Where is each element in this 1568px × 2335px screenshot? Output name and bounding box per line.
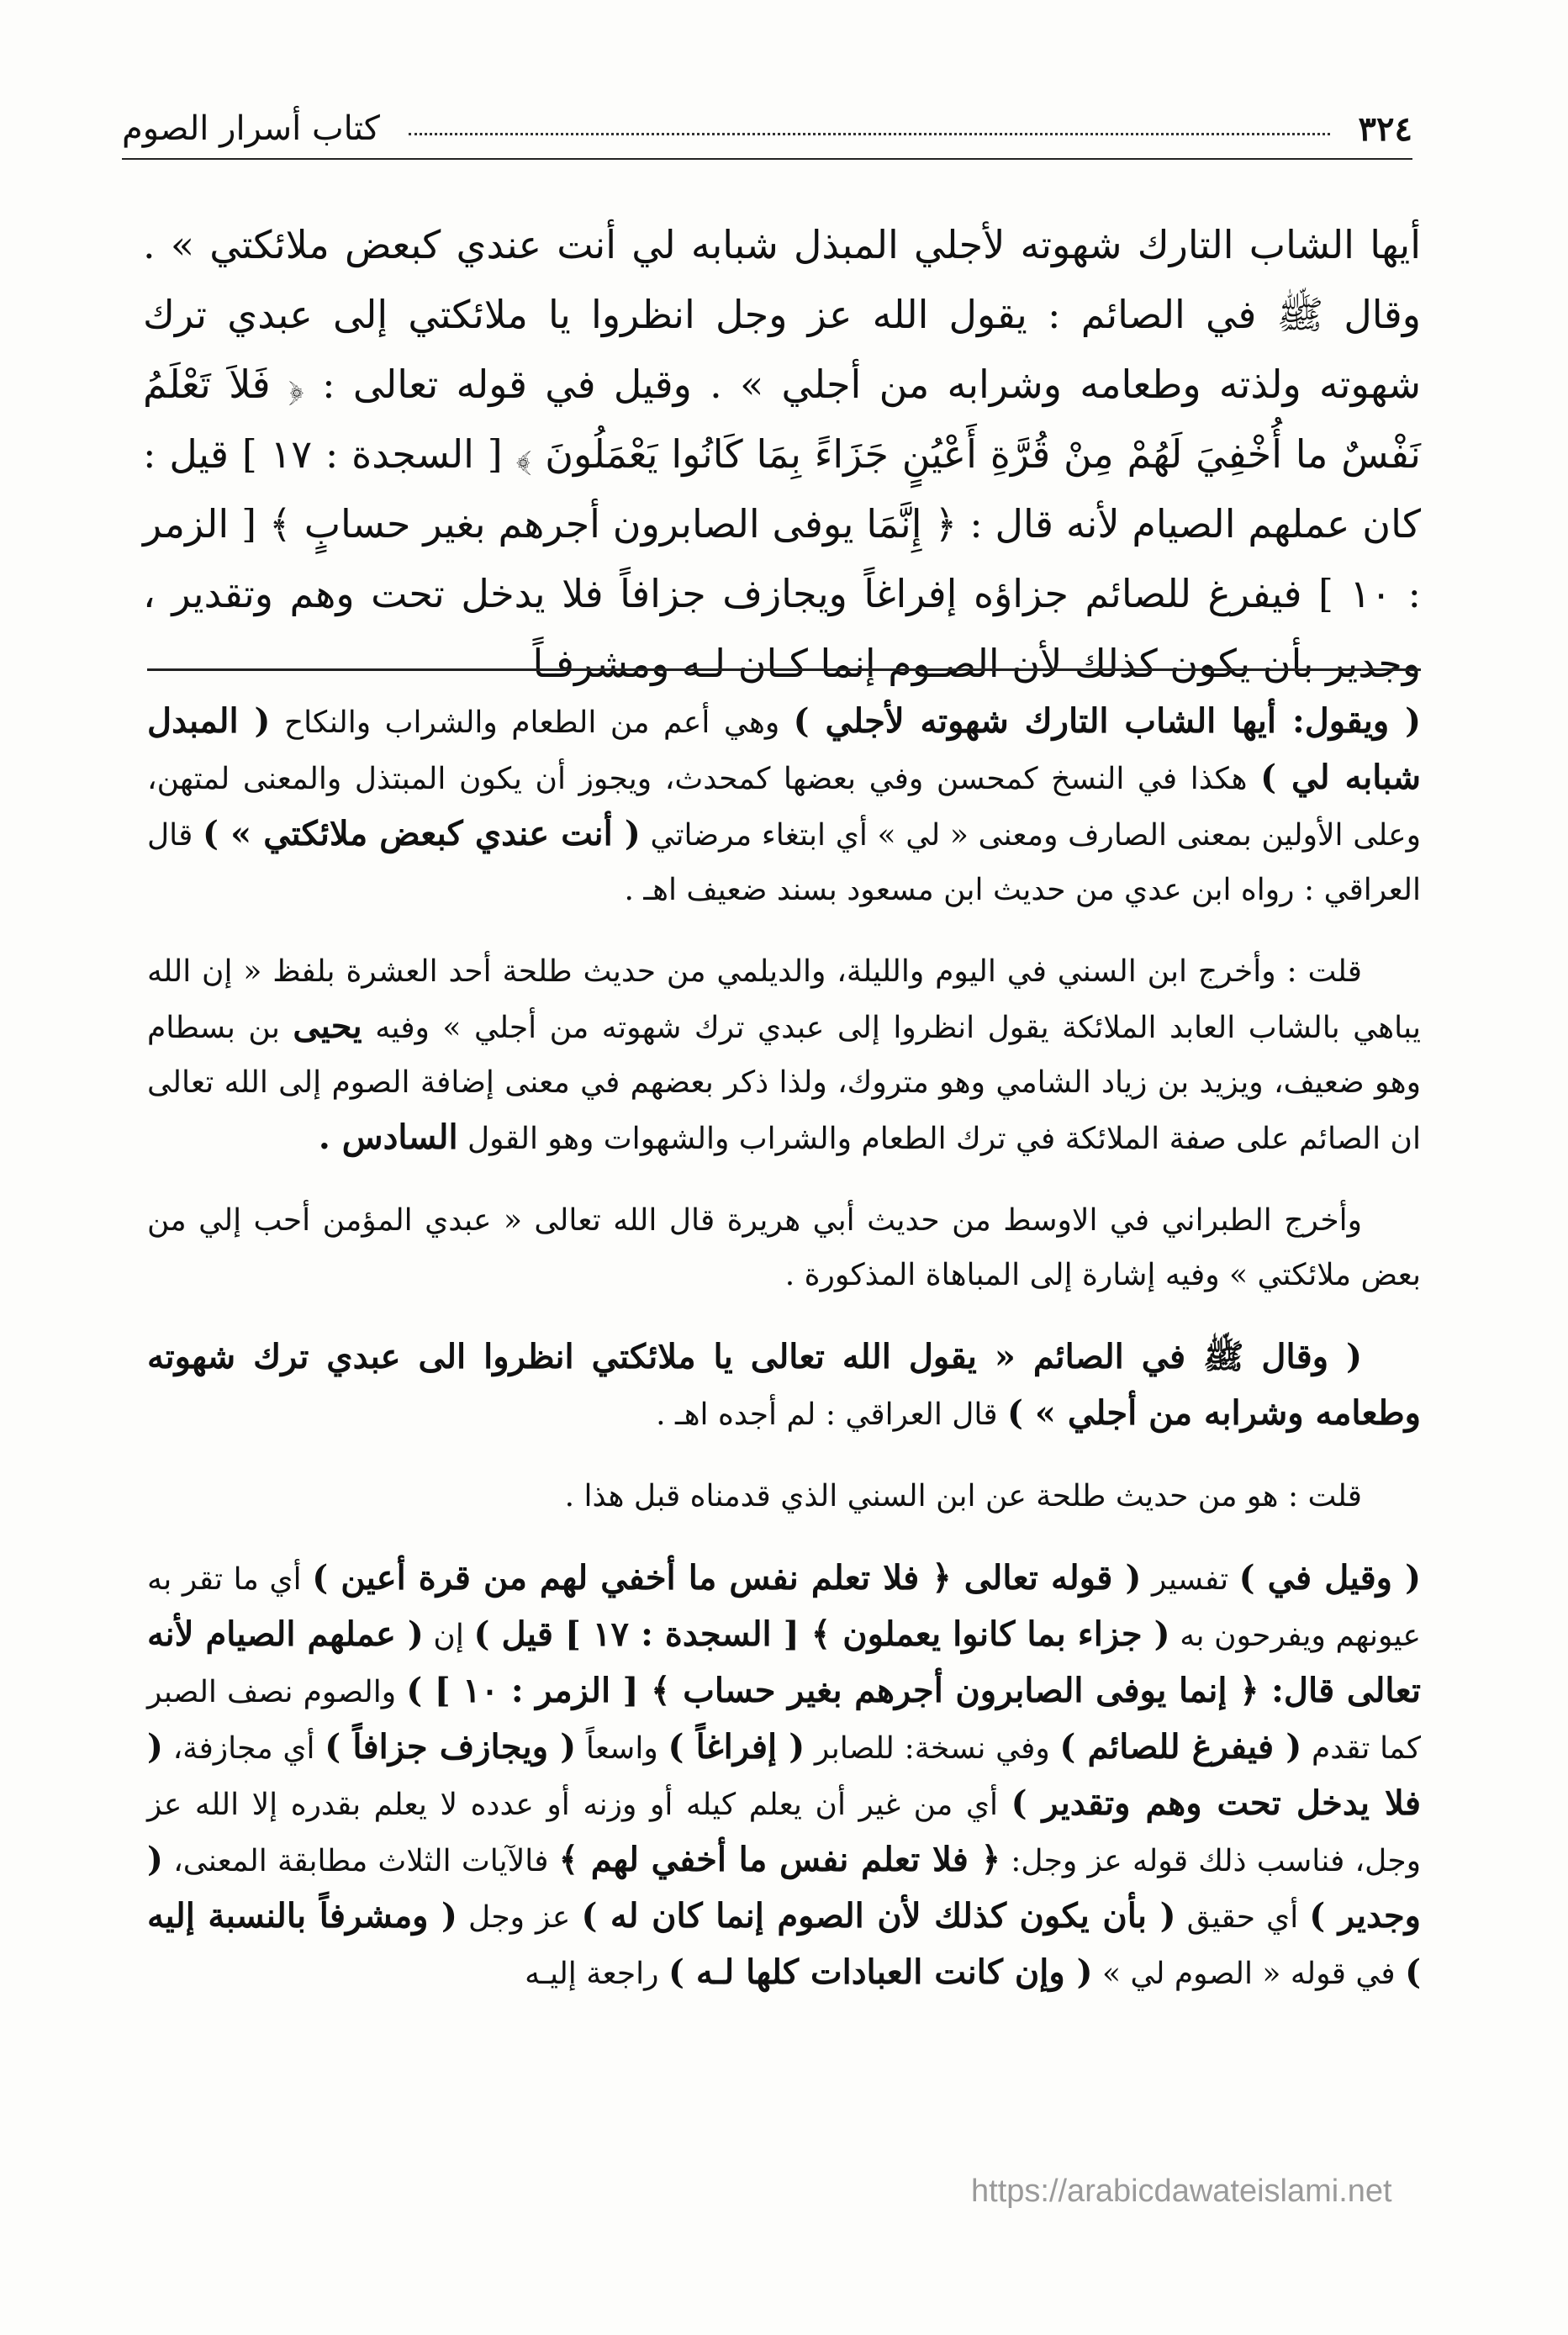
commentary-quoted-text: ﴿ فلا تعلم نفس ما أخفي لهم ﴾: [558, 1840, 1001, 1879]
running-header: [122, 99, 1412, 160]
commentary-text: فالآيات الثلاث مطابقة المعنى،: [162, 1844, 559, 1878]
commentary-text: وهي أعم من الطعام والشراب والنكاح: [270, 705, 794, 740]
commentary-quoted-text: ( وإن كانت العبادات كلها لـه ): [668, 1952, 1093, 1992]
commentary-text: وفي نسخة: للصابر: [805, 1731, 1060, 1766]
commentary-quoted-text: ( ومشرفاً بالنسبة إليه ): [147, 1896, 1421, 1992]
commentary-text: أي حقيق: [1175, 1900, 1310, 1935]
text-commentary-divider: [147, 668, 1421, 671]
commentary-paragraph: [147, 1193, 1421, 1302]
commentary-quoted-text: ( وجدير ): [147, 1840, 1421, 1936]
commentary-paragraph: [147, 944, 1421, 1166]
commentary-paragraph: [147, 694, 1421, 917]
commentary-quoted-text: ( فلا يدخل تحت وهم وتقدير ): [147, 1727, 1421, 1823]
commentary-text: قال العراقي : لم أجده اهـ .: [656, 1397, 1008, 1432]
commentary-text: أي من غير أن يعلم كيله أو وزنه أو عدده لا يعلم بقدره إلا الله عز وجل، فناسب ذلك قوله عز وجل:: [147, 1788, 1422, 1878]
commentary-text: عز وجل: [457, 1900, 582, 1935]
commentary-paragraph: [147, 1469, 1421, 1524]
commentary-text: راجعة إليـه: [525, 1957, 668, 1991]
commentary-quoted-text: ( بأن يكون كذلك لأن الصوم إنما كان له ): [581, 1896, 1176, 1936]
commentary-quoted-text: ( وقال ﷺ في الصائم « يقول الله تعالى يا ملائكتي انظروا الى عبدي ترك شهوته وطعامه وشرابه من أجلي » ): [147, 1337, 1421, 1433]
commentary-text: وأخرج الطبراني في الاوسط من حديث أبي هريرة قال الله تعالى « عبدي المؤمن أحب إلي من بعض ملائكتي » وفيه إشارة إلى المباهاة المذكورة .: [147, 1203, 1421, 1292]
commentary-text: قال العراقي : رواه ابن عدي من حديث ابن مسعود بسند ضعيف اهـ .: [147, 818, 1421, 907]
commentary-text: في قوله « الصوم لي »: [1092, 1957, 1406, 1991]
commentary-quoted-text: ( قوله تعالى ﴿ فلا تعلم نفس ما أخفي لهم من قرة أعين ): [312, 1558, 1142, 1598]
commentary-text: والصوم نصف الصبر كما تقدم: [147, 1675, 1421, 1766]
commentary-quoted-text: يحيى: [293, 1006, 362, 1046]
commentary-quoted-text: ( ويقول: أيها الشاب التارك شهوته لأجلي ): [793, 701, 1421, 741]
commentary-quoted-text: ( فيفرغ للصائم ): [1059, 1727, 1302, 1767]
commentary-quoted-text: ( أنت عندي كبعض ملائكتي » ): [203, 814, 641, 853]
commentary-paragraph: [147, 1329, 1421, 1442]
commentary-quoted-text: ( عملهم الصيام لأنه تعالى قال: ﴿ إنما يوفى الصابرون أجرهم بغير حساب ﴾ [ الزمر : ١٠ ] ): [147, 1614, 1421, 1710]
main-text: أيها الشاب التارك شهوته لأجلي المبذل شبابه لي أنت عندي كبعض ملائكتي » . وقال ﷺ في الصائم : يقول الله عز وجل انظروا يا ملائكتي إلى عبدي ترك شهوته ولذته وطعامه وشرابه من أجلي » . وقيل في قوله تعالى : ﴿ فَلاَ تَعْلَمُ نَفْسٌ ما أُخْفِيَ لَهُمْ مِنْ قُرَّةِ أَعْيُنٍ جَزَاءً بِمَا كَانُوا يَعْمَلُونَ ﴾ [ السجدة : ١٧ ] قيل : كان عملهم الصيام لأنه قال : ﴿ إِنَّمَا يوفى الصابرون أجرهم بغير حسابٍ ﴾ [ الزمر : ١٠ ] فيفرغ للصائم جزاؤه إفراغاً ويجازف جزافاً فلا يدخل تحت وهم وتقدير ، وجدير بأن يكون كذلك لأن الصـوم إنما كـان لـه ومشرفـاً: [143, 222, 1422, 686]
commentary-text: أي مجازفة،: [162, 1731, 325, 1766]
commentary-quoted-text: السادس .: [318, 1117, 458, 1157]
commentary-text: بن بسطام وهو ضعيف، ويزيد بن زياد الشامي وهو متروك، ولذا ذكر بعضهم في معنى إضافة الصوم إلى الله تعالى ان الصائم على صفة الملائكة في ترك الطعام والشراب والشهوات وهو القول: [147, 1011, 1421, 1156]
commentary-text: قلت : هو من حديث طلحة عن ابن السني الذي قدمناه قبل هذا .: [564, 1479, 1362, 1514]
page-number: ٣٢٤: [1358, 108, 1412, 149]
book-title: كتاب أسرار الصوم: [122, 109, 380, 148]
header-leader-dots: [409, 133, 1330, 135]
commentary-text: هكذا في النسخ كمحسن وفي بعضها كمحدث، ويجوز أن يكون المبتذل والمعنى لمتهن، وعلى الأولين بمعنى الصارف ومعنى « لي » أي ابتغاء مرضاتي: [147, 762, 1421, 853]
commentary-text: أي ما تقر به عيونهم ويفرحون به: [147, 1562, 1421, 1653]
commentary-text: إن: [423, 1619, 474, 1653]
commentary-quoted-text: ( إفراغاً ): [668, 1727, 805, 1767]
site-watermark: https://arabicdawateislami.net: [971, 2174, 1392, 2209]
commentary-quoted-text: ( المبدل شبابه لي ): [147, 701, 1421, 797]
commentary-text: تفسير: [1141, 1562, 1239, 1597]
commentary-paragraph: [147, 1551, 1421, 2001]
commentary-quoted-text: ( ويجازف جزافاً ): [325, 1727, 577, 1767]
commentary-quoted-text: ( جزاء بما كانوا يعملون ﴾ [ السجدة : ١٧ ] قيل ): [473, 1614, 1170, 1654]
commentary-quoted-text: ( وقيل في ): [1238, 1558, 1421, 1598]
commentary-text: قلت : وأخرج ابن السني في اليوم والليلة، والديلمي من حديث طلحة أحد العشرة بلفظ « إن الله يباهي بالشاب العابد الملائكة يقول انظروا إلى عبدي ترك شهوته من أجلي » وفيه: [147, 954, 1422, 1045]
commentary: [147, 694, 1421, 2028]
commentary-text: واسعاً: [576, 1731, 668, 1766]
